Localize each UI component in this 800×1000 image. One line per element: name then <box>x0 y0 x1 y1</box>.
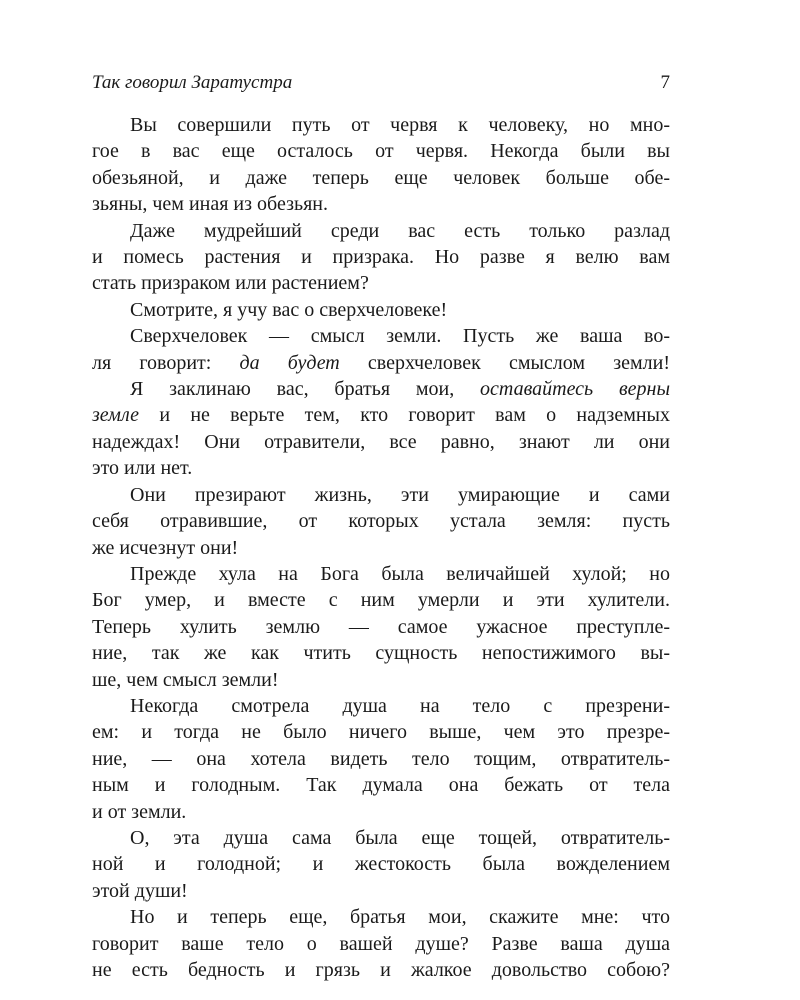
text-line: Смотрите, я учу вас о сверхчеловеке! <box>130 298 448 321</box>
body-text <box>92 112 670 983</box>
text-line: надеждах! Они отравители, все равно, знают ли они <box>92 430 670 453</box>
text-line: Бог умер, и вместе с ним умерли и эти хулители. <box>92 589 670 612</box>
text-run: ля говорит: <box>92 351 240 374</box>
text-line: Некогда смотрела душа на тело с презрени- <box>130 694 670 717</box>
text-line: Прежде хула на Бога была величайшей хулой; но <box>130 562 670 585</box>
text-line: зьяны, чем иная из обезьян. <box>92 193 328 216</box>
text-line: стать призраком или растением? <box>92 272 369 295</box>
paragraph <box>92 112 670 218</box>
text-line: Сверхчеловек — смысл земли. Пусть же ваша во- <box>130 325 670 348</box>
running-title: Так говорил Заратустра <box>92 72 293 93</box>
page-number: 7 <box>660 72 670 93</box>
text-line: и от земли. <box>92 800 187 823</box>
text-run: Я заклинаю вас, братья мои, <box>130 378 481 401</box>
text-line <box>92 376 670 402</box>
paragraph <box>92 376 670 482</box>
text-line: себя отравившие, от которых устала земля: пусть <box>92 510 670 533</box>
text-line: обезьяной, и даже теперь еще человек больше обе- <box>92 166 670 189</box>
emphasis-text: оставайтесь верны <box>480 378 671 401</box>
text-run: и не верьте тем, кто говорит вам о надземных <box>139 404 670 427</box>
paragraph <box>92 482 670 561</box>
text-line: Но и теперь еще, братья мои, скажите мне: что <box>130 906 670 929</box>
text-line: ние, — она хотела видеть тело тощим, отвратитель- <box>92 747 670 770</box>
paragraph <box>92 561 670 693</box>
paragraph <box>92 218 670 297</box>
text-line: ние, так же как чтить сущность непостижимого вы- <box>92 642 670 665</box>
text-line: ным и голодным. Так думала она бежать от тела <box>92 774 670 797</box>
book-page <box>92 72 670 983</box>
emphasis-text: да будет <box>239 351 340 374</box>
text-line <box>92 350 670 376</box>
text-line: Они презирают жизнь, эти умирающие и сами <box>130 483 670 506</box>
text-line: и помесь растения и призрака. Но разве я велю вам <box>92 246 670 269</box>
paragraph <box>92 323 670 376</box>
text-line: ше, чем смысл земли! <box>92 668 279 691</box>
text-line: ем: и тогда не было ничего выше, чем это презре- <box>92 721 670 744</box>
text-line: Даже мудрейший среди вас есть только разлад <box>130 219 670 242</box>
text-line: это или нет. <box>92 457 193 480</box>
text-run: сверхчеловек смыслом земли! <box>339 351 670 374</box>
text-line: же исчезнут они! <box>92 536 239 559</box>
text-line: О, эта душа сама была еще тощей, отвратитель- <box>130 826 670 849</box>
text-line: не есть бедность и грязь и жалкое довольство собою? <box>92 959 670 981</box>
paragraph <box>92 825 670 904</box>
text-line: гое в вас еще осталось от червя. Некогда были вы <box>92 140 670 163</box>
text-line: Теперь хулить землю — самое ужасное преступле- <box>92 615 670 638</box>
paragraph <box>92 904 670 983</box>
paragraph <box>92 297 670 323</box>
text-line: Вы совершили путь от червя к человеку, но мно- <box>130 114 670 136</box>
emphasis-text: земле <box>92 404 140 427</box>
text-line <box>92 402 670 428</box>
text-line: ной и голодной; и жестокость была вожделением <box>92 853 670 876</box>
text-line: говорит ваше тело о вашей душе? Разве ваша душа <box>92 932 670 955</box>
running-header <box>92 72 670 94</box>
text-line: этой души! <box>92 879 188 902</box>
paragraph <box>92 693 670 825</box>
